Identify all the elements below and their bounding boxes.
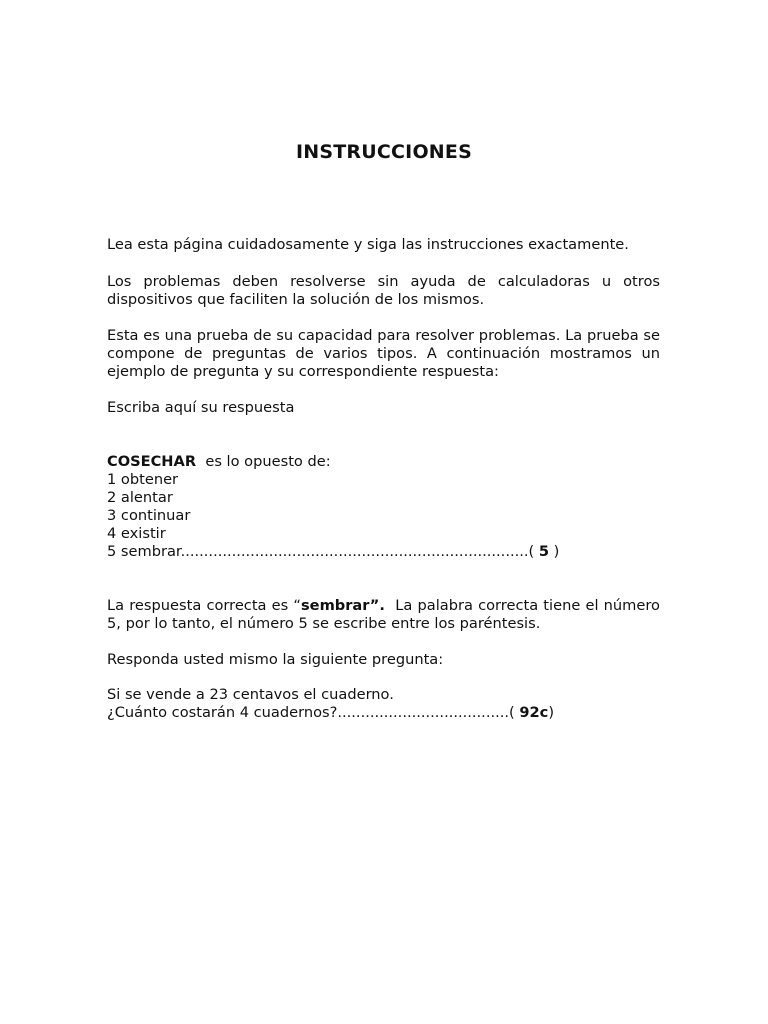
example-answer-value: 5 <box>538 543 550 560</box>
paragraph-no-calculators: Los problemas deben resolverse sin ayuda de calculadoras u otros dispositivos que faciliten la solución de los mismos. <box>107 273 660 308</box>
example-leader-dots: ........................................................................... <box>180 543 529 560</box>
paragraph-test-description: Esta es una prueba de su capacidad para resolver problemas. La prueba se compone de preguntas de varios tipos. A continuación mostramos un ejemplo de pregunta y su correspondiente respuesta: <box>107 327 660 380</box>
paragraph-read-carefully: Lea esta página cuidadosamente y siga las instrucciones exactamente. <box>107 236 629 253</box>
example-option-1: 1 obtener <box>107 471 179 488</box>
example-option-4: 4 existir <box>107 525 166 542</box>
example-word: COSECHAR <box>107 453 197 470</box>
question-line-1: Si se vende a 23 centavos el cuaderno. <box>107 686 394 703</box>
answer-prompt: Escriba aquí su respuesta <box>107 399 295 416</box>
example-stem <box>107 453 660 471</box>
example-option-3: 3 continuar <box>107 507 191 524</box>
example-option-5-label: 5 sembrar <box>107 543 181 560</box>
question-leader-dots: ..................................... <box>337 704 510 721</box>
question-text: ¿Cuánto costarán 4 cuadernos? <box>107 704 338 721</box>
question-answer-value: 92c <box>519 704 549 721</box>
example-stem-text: es lo opuesto de: <box>196 453 331 470</box>
example-answer-close: ) <box>549 543 560 560</box>
example-option-5 <box>107 543 660 561</box>
paragraph-explanation <box>107 597 665 633</box>
question-answer-close: ) <box>548 704 555 721</box>
explanation-part-1: La respuesta correcta es “ <box>107 597 301 614</box>
example-question <box>107 453 660 561</box>
example-option-2: 2 alentar <box>107 489 173 506</box>
practice-question <box>107 686 660 722</box>
example-answer-open: ( <box>528 543 539 560</box>
instruction-text: Responda usted mismo la siguiente pregunta: <box>107 651 444 668</box>
explanation-part-2: La palabra correcta tiene el número 5, por lo tanto, el número 5 se escribe entre los paréntesis. <box>107 597 665 632</box>
explanation-bold-word: sembrar”. <box>301 597 385 614</box>
page-title: INSTRUCCIONES <box>296 141 472 163</box>
question-line-2 <box>107 704 660 722</box>
question-answer-open: ( <box>509 704 520 721</box>
